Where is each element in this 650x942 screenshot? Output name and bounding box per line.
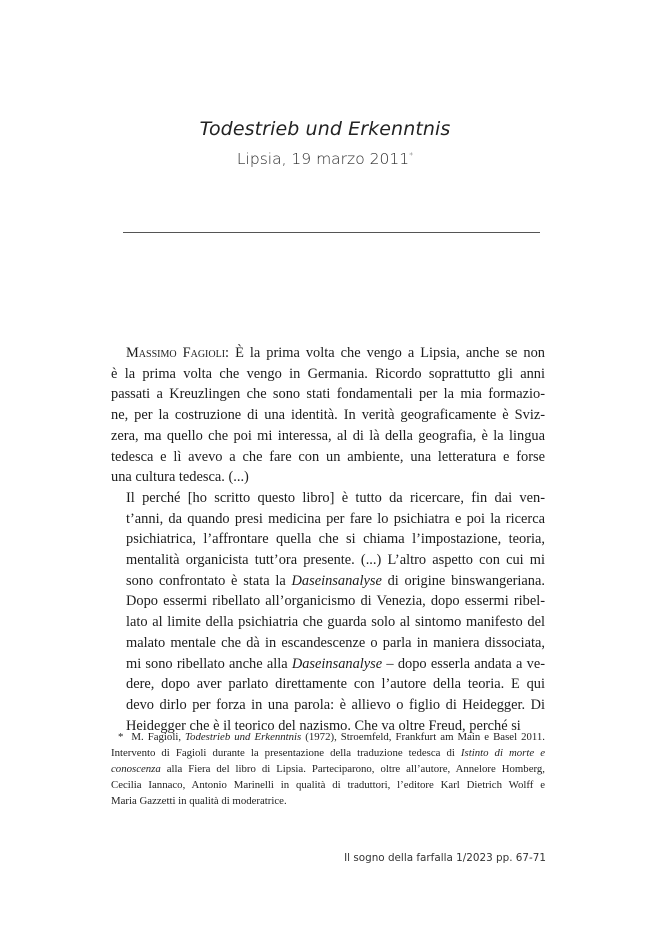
text-line — [111, 343, 545, 364]
text-segment: mi sono ribellato anche alla — [126, 655, 292, 672]
text-segment: M. Fagioli, — [131, 731, 186, 743]
text-segment: (1972), Stroemfeld, Frankfurt am Main e Basel 2011. — [301, 731, 545, 743]
text-line — [111, 745, 545, 761]
text-line — [111, 633, 545, 654]
title-divider — [123, 232, 540, 233]
text-line — [111, 447, 545, 468]
text-segment: passati a Kreuzlingen che sono stati fondamentali per la mia formazio- — [111, 386, 545, 403]
text-line — [111, 695, 545, 716]
text-segment: malato mentale che dà in escandescenze o parla in maniera dissociata, — [126, 634, 545, 651]
footnote-marker: * — [409, 150, 414, 160]
text-segment: psichiatrica, l’affrontare quella che si chiama l’impostazione, teoria, — [126, 531, 545, 548]
text-line — [111, 761, 545, 777]
italic-term: Daseinsanalyse — [291, 655, 383, 672]
text-segment: zera, ma quello che poi mi interessa, al di là della geografia, è la lingua — [111, 427, 545, 444]
subtitle-text: Lipsia, 19 marzo 2011 — [236, 150, 410, 168]
text-segment: è la prima volta che vengo in Germania. Ricordo soprattutto gli anni — [111, 365, 545, 382]
speaker-name: Massimo Fagioli: — [126, 345, 236, 361]
text-segment: Heidegger che è il teorico del nazismo. Che va oltre Freud, perché si — [126, 717, 521, 734]
text-segment: alla Fiera del libro di Lipsia. Parteciparono, oltre all’autore, Annelore Homberg, — [160, 763, 545, 775]
text-segment: ne, per la costruzione di una identità. In verità geograficamente è Sviz- — [111, 407, 545, 424]
body-text — [111, 343, 545, 736]
italic-term: conoscenza — [111, 763, 161, 775]
text-segment: – dopo esserla andata a ve- — [382, 655, 546, 672]
text-line — [111, 550, 545, 571]
text-line — [111, 384, 545, 405]
text-line — [111, 729, 545, 745]
text-segment: tedesca e lì avevo a che fare con un ambiente, una letteratura e forse — [111, 448, 545, 465]
footnote-marker: * — [118, 731, 124, 743]
text-line — [111, 529, 545, 550]
text-segment: Maria Gazzetti in qualità di moderatrice. — [111, 795, 287, 807]
italic-term: Todestrieb und Erkenntnis — [185, 731, 302, 743]
text-segment: t’anni, da quando presi medicina per fare lo psichiatra e poi la ricerca — [126, 510, 545, 527]
text-segment: lato al limite della psichiatria che guarda solo al sintomo manifesto del — [126, 614, 545, 631]
footnote — [111, 729, 545, 809]
text-line — [111, 571, 545, 592]
text-line — [111, 426, 545, 447]
running-footer: Il sogno della farfalla 1/2023 pp. 67-71 — [344, 852, 546, 864]
text-line — [111, 591, 545, 612]
text-segment: mentalità organicista tutt’ora presente. (...) L’altro aspetto con cui mi — [126, 552, 545, 569]
text-segment: di origine binswangeriana. — [381, 572, 545, 589]
text-segment: Cecilia Iannaco, Antonio Marinelli in qualità di traduttori, l’editore Karl Dietrich Wolff e — [111, 779, 545, 791]
text-line — [111, 612, 545, 633]
article-subtitle — [0, 150, 650, 168]
text-segment: una cultura tedesca. (...) — [111, 469, 249, 486]
text-segment: È la prima volta che vengo a Lipsia, anche se non — [235, 345, 545, 361]
text-line — [111, 777, 545, 793]
text-line — [111, 467, 545, 488]
text-segment: sono confrontato è stata la — [126, 572, 292, 589]
text-line — [111, 405, 545, 426]
text-line — [111, 674, 545, 695]
paragraph-1 — [111, 343, 545, 488]
article-title: Todestrieb und Erkenntnis — [199, 118, 451, 140]
text-segment: devo dirlo per forza in una parola: è allievo o figlio di Heidegger. Di — [126, 696, 545, 713]
text-line — [111, 364, 545, 385]
italic-term: Daseinsanalyse — [291, 572, 382, 589]
paragraph-2 — [111, 488, 545, 736]
text-line — [111, 488, 545, 509]
text-segment: Intervento di Fagioli durante la presentazione della traduzione tedesca di — [111, 747, 461, 759]
text-segment: Dopo essermi ribellato all’organicismo di Venezia, dopo essermi ribel- — [126, 593, 545, 610]
text-segment: Il perché [ho scritto questo libro] è tutto da ricercare, fin dai ven- — [126, 489, 545, 506]
text-line — [111, 509, 545, 530]
text-line — [111, 654, 545, 675]
text-segment: dere, dopo aver parlato direttamente con l’autore della teoria. E qui — [126, 676, 545, 693]
italic-term: Istinto di morte e — [460, 747, 545, 759]
text-line — [111, 793, 545, 809]
